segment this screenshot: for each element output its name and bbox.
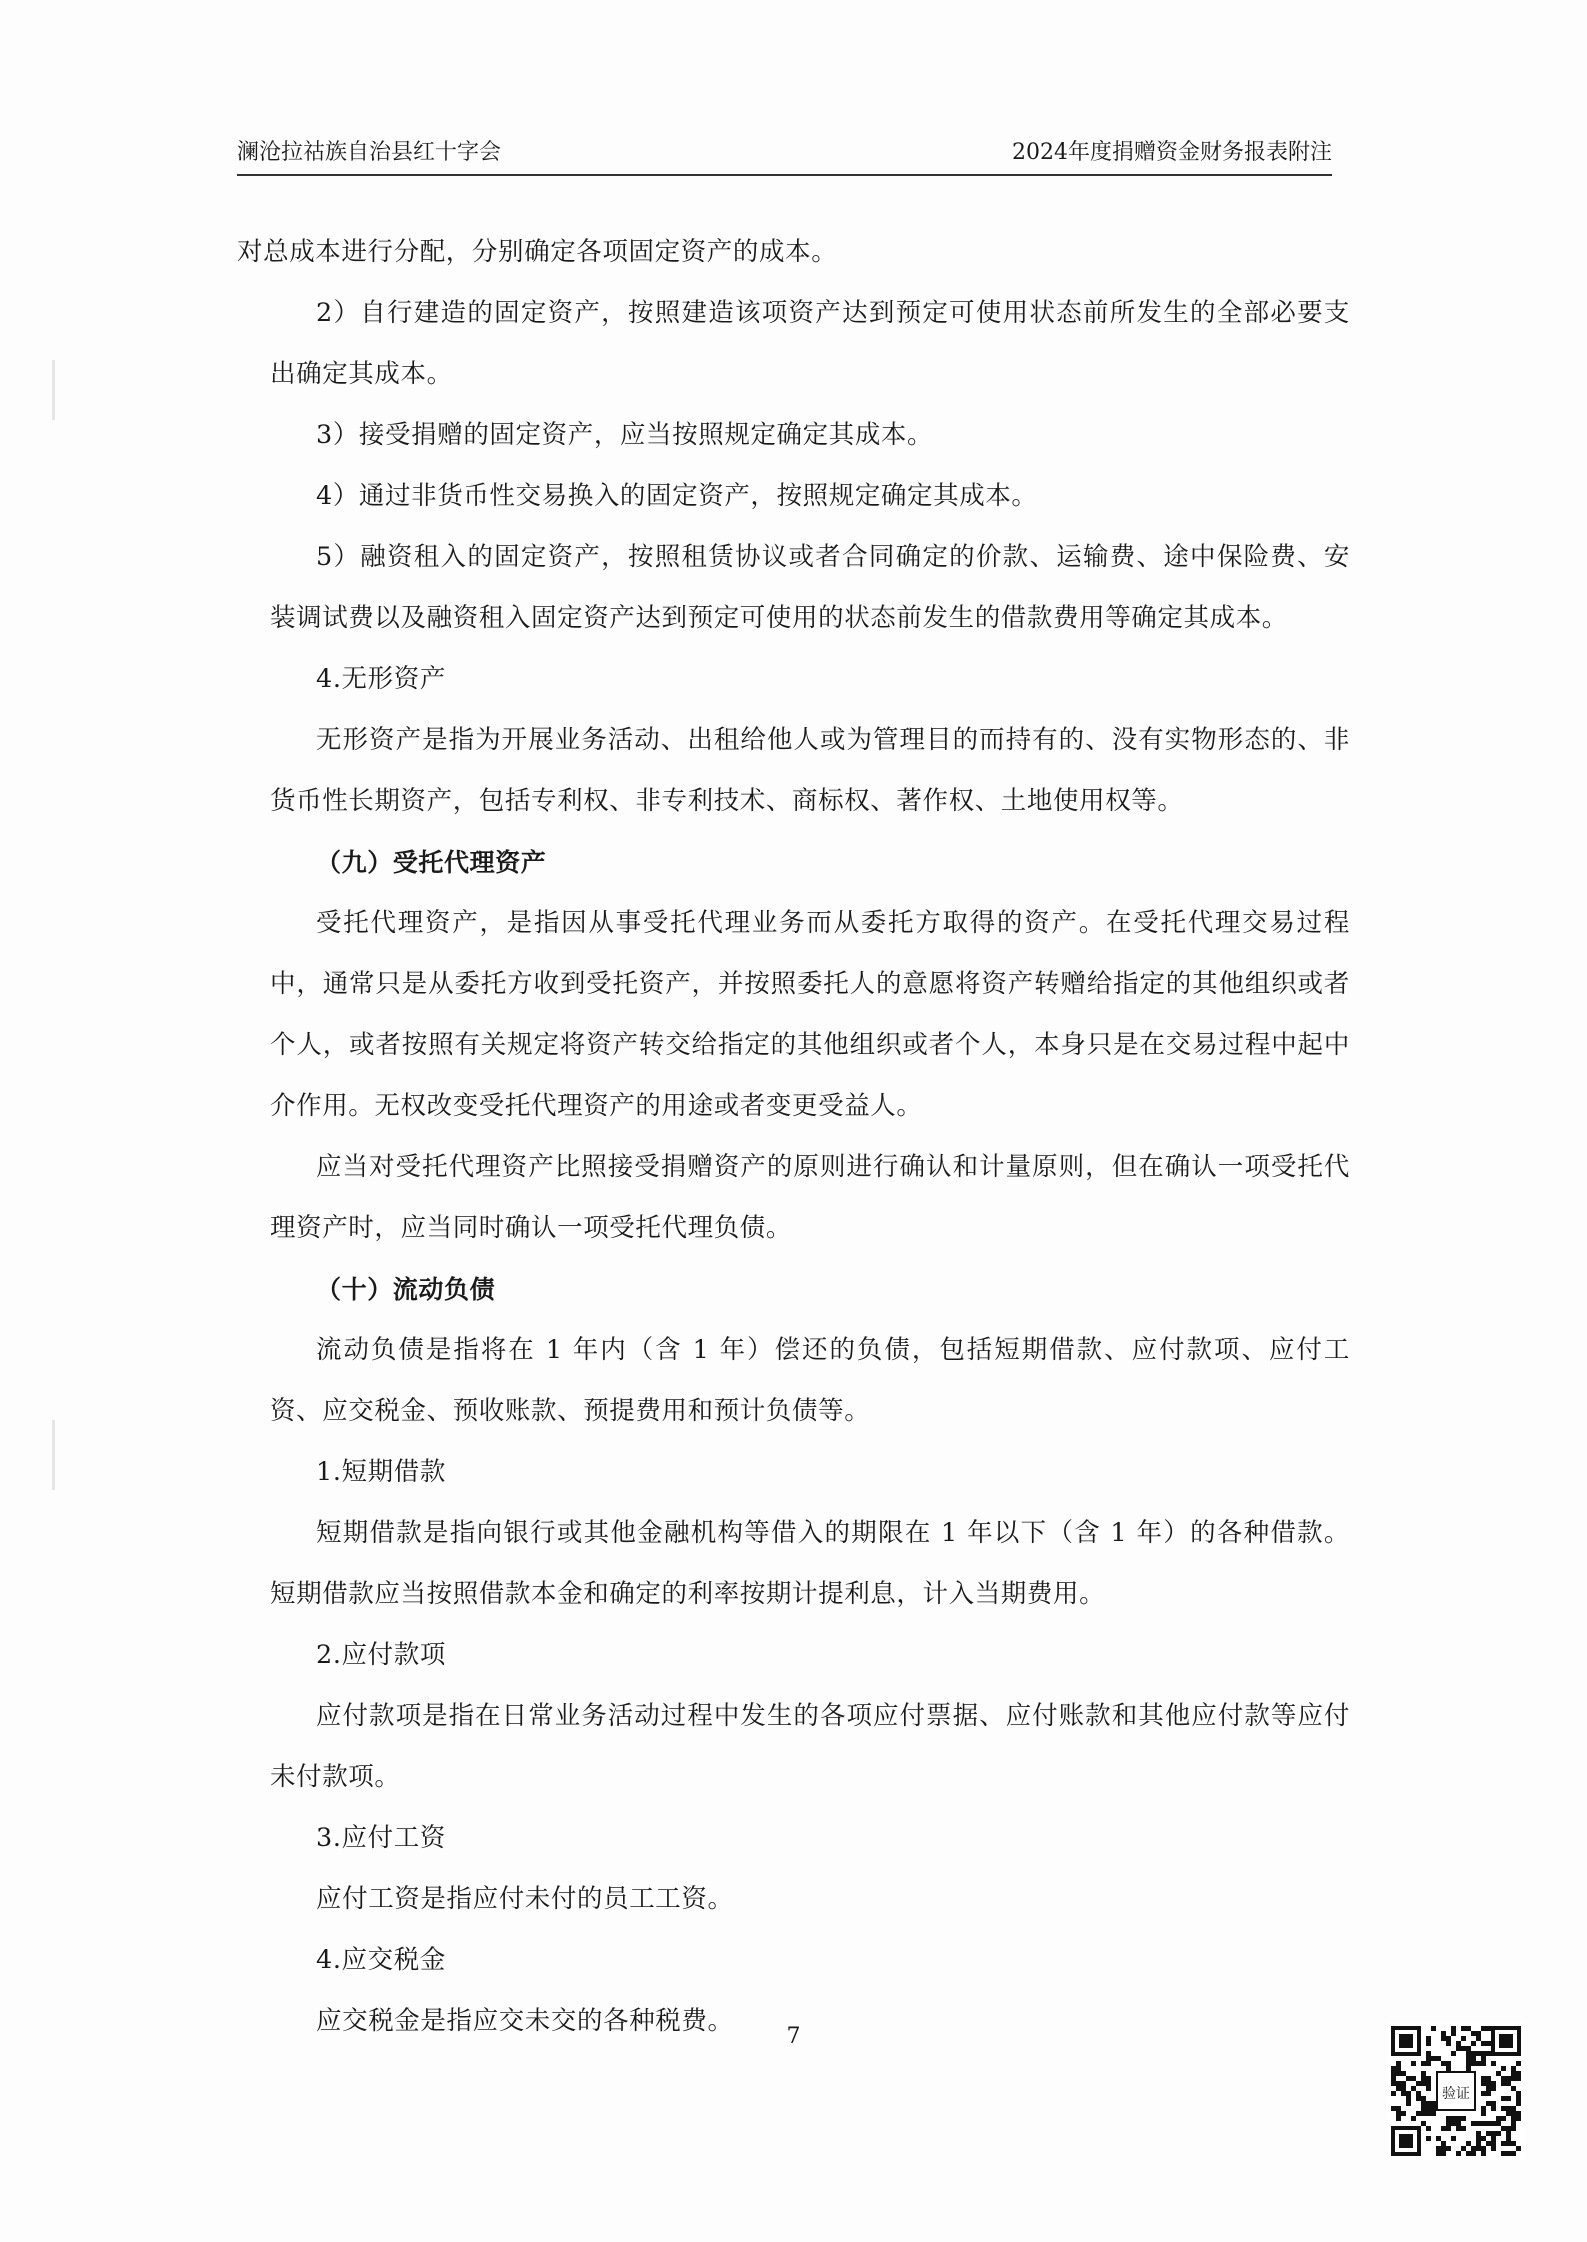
subsection-title: 1.短期借款 [316,1457,446,1487]
qr-module [1496,2071,1501,2076]
qr-module [1496,2121,1501,2126]
scan-artifact [52,1420,55,1490]
running-header [237,132,1332,176]
qr-module [1451,2136,1456,2141]
qr-module [1451,2121,1456,2126]
qr-module [1466,2141,1471,2146]
qr-module [1441,2146,1446,2151]
qr-module [1516,2101,1521,2106]
qr-module [1506,2111,1511,2116]
qr-module [1471,2151,1476,2156]
qr-module [1391,2091,1396,2096]
qr-module [1491,2061,1496,2066]
scan-artifact [52,360,55,420]
qr-module [1401,2086,1406,2091]
qr-module [1511,2141,1516,2146]
qr-module [1426,2041,1431,2046]
qr-module [1396,2081,1401,2086]
qr-module [1421,2071,1426,2076]
paragraph: 应付工资是指应付未付的员工工资。 [316,1884,734,1914]
qr-module [1516,2091,1521,2096]
qr-module [1421,2101,1426,2106]
qr-module [1481,2026,1486,2031]
list-item: 4）通过非货币性交易换入的固定资产，按照规定确定其成本。 [316,481,1038,511]
qr-module [1501,2066,1506,2071]
qr-module [1511,2076,1516,2081]
qr-module [1511,2066,1516,2071]
qr-module [1436,2056,1441,2061]
qr-module [1516,2061,1521,2066]
qr-module [1431,2026,1436,2031]
qr-module [1421,2061,1426,2066]
qr-module [1481,2136,1486,2141]
qr-module [1431,2106,1436,2111]
list-item: 3）接受捐赠的固定资产，应当按照规定确定其成本。 [316,420,934,450]
paragraph: 应交税金是指应交未交的各种税费。 [316,2006,734,2036]
header-report-title: 2024年度捐赠资金财务报表附注 [1012,140,1332,165]
qr-module [1451,2026,1456,2031]
qr-module [1491,2106,1496,2111]
qr-module [1491,2101,1496,2106]
qr-module [1431,2101,1436,2106]
paragraph: 无形资产是指为开展业务活动、出租给他人或为管理目的而持有的、没有实物形态的、非货币性长期资产，包括专利权、非专利技术、商标权、著作权、土地使用权等。 [270,725,1350,816]
qr-module [1411,2076,1416,2081]
qr-module [1511,2106,1516,2111]
qr-module [1421,2111,1426,2116]
qr-module [1396,2116,1401,2121]
qr-module [1496,2116,1501,2121]
qr-module [1501,2106,1506,2111]
qr-module [1511,2151,1516,2156]
qr-module [1411,2116,1416,2121]
qr-module [1506,2096,1511,2101]
qr-module [1391,2081,1396,2086]
qr-module [1426,2051,1431,2056]
qr-module [1461,2026,1466,2031]
qr-module [1476,2031,1481,2036]
header-organization: 澜沧拉祜族自治县红十字会 [237,140,502,165]
qr-module [1481,2121,1486,2126]
qr-module [1451,2051,1456,2056]
qr-module [1471,2041,1476,2046]
qr-module [1476,2136,1481,2141]
qr-module [1436,2146,1441,2151]
qr-module [1476,2146,1481,2151]
qr-module [1471,2146,1476,2151]
subsection-title: 2.应付款项 [316,1640,446,1670]
qr-module [1436,2136,1441,2141]
qr-module [1501,2141,1506,2146]
qr-module [1501,2096,1506,2101]
paragraph: 应当对受托代理资产比照接受捐赠资产的原则进行确认和计量原则，但在确认一项受托代理资产时，应当同时确认一项受托代理负债。 [270,1152,1350,1243]
qr-module [1456,2041,1461,2046]
qr-module [1511,2116,1516,2121]
qr-module [1486,2051,1491,2056]
qr-module [1426,2136,1431,2141]
qr-module [1486,2141,1491,2146]
qr-module [1486,2026,1491,2031]
qr-module [1461,2046,1466,2051]
qr-module [1416,2111,1421,2116]
list-item: 2）自行建造的固定资产，按照建造该项资产达到预定可使用状态前所发生的全部必要支出确定其成本。 [270,298,1350,389]
qr-module [1501,2151,1506,2156]
qr-module [1506,2141,1511,2146]
qr-module [1501,2076,1506,2081]
qr-module [1481,2111,1486,2116]
qr-module [1406,2101,1411,2106]
qr-module [1396,2086,1401,2091]
qr-module [1466,2151,1471,2156]
qr-module [1476,2036,1481,2041]
qr-module [1426,2036,1431,2041]
qr-module [1486,2041,1491,2046]
qr-module [1426,2076,1431,2081]
subsection-title: 4.应交税金 [316,1945,446,1975]
qr-module [1486,2086,1491,2091]
qr-module [1471,2051,1476,2056]
qr-module [1446,2036,1451,2041]
qr-module [1471,2056,1476,2061]
qr-module [1516,2071,1521,2076]
qr-module [1506,2136,1511,2141]
qr-code-icon [1387,2022,1525,2160]
qr-module [1426,2126,1431,2131]
body-text [237,222,1350,2052]
qr-module [1426,2111,1431,2116]
qr-module [1481,2091,1486,2096]
qr-module [1426,2081,1431,2086]
qr-module [1426,2086,1431,2091]
qr-module [1441,2061,1446,2066]
qr-module [1401,2071,1406,2076]
qr-module [1441,2031,1446,2036]
qr-module [1496,2131,1501,2136]
qr-module [1421,2076,1426,2081]
qr-module [1486,2081,1491,2086]
qr-module [1501,2116,1506,2121]
qr-module [1451,2031,1456,2036]
paragraph: 流动负债是指将在 1 年内（含 1 年）偿还的负债，包括短期借款、应付款项、应付工资、应交税金、预收账款、预提费用和预计负债等。 [270,1335,1350,1426]
qr-module [1476,2051,1481,2056]
qr-module [1486,2076,1491,2081]
qr-module [1481,2081,1486,2086]
qr-module [1446,2116,1451,2121]
qr-module [1436,2151,1441,2156]
qr-module [1396,2061,1401,2066]
qr-module [1421,2106,1426,2111]
qr-module [1511,2086,1516,2091]
qr-module [1406,2096,1411,2101]
qr-module [1396,2071,1401,2076]
qr-module [1481,2051,1486,2056]
qr-module [1486,2121,1491,2126]
qr-module [1446,2066,1451,2071]
qr-module [1481,2041,1486,2046]
qr-module [1426,2106,1431,2111]
qr-module [1506,2076,1511,2081]
qr-module [1461,2036,1466,2041]
subsection-title: 3.应付工资 [316,1823,446,1853]
paragraph: 应付款项是指在日常业务活动过程中发生的各项应付票据、应付账款和其他应付款等应付未付款项。 [270,1701,1350,1792]
qr-module [1506,2081,1511,2086]
qr-module [1446,2121,1451,2126]
qr-module [1481,2076,1486,2081]
qr-module [1461,2146,1466,2151]
qr-module [1466,2026,1471,2031]
qr-module [1511,2121,1516,2126]
qr-module [1391,2071,1396,2076]
qr-module [1491,2121,1496,2126]
qr-module [1476,2131,1481,2136]
qr-module [1456,2116,1461,2121]
qr-module [1481,2056,1486,2061]
qr-module [1466,2056,1471,2061]
qr-module [1486,2131,1491,2136]
paragraph: 对总成本进行分配，分别确定各项固定资产的成本。 [237,237,838,267]
qr-module [1466,2061,1471,2066]
qr-module [1501,2126,1506,2131]
qr-module [1506,2126,1511,2131]
paragraph: 短期借款是指向银行或其他金融机构等借入的期限在 1 年以下（含 1 年）的各种借款。短期借款应当按照借款本金和确定的利率按期计提利息，计入当期费用。 [270,1518,1350,1609]
qr-module [1471,2031,1476,2036]
qr-module [1481,2146,1486,2151]
qr-module [1401,2111,1406,2116]
qr-module [1516,2116,1521,2121]
qr-module [1506,2106,1511,2111]
qr-module [1441,2126,1446,2131]
qr-module [1481,2106,1486,2111]
qr-module [1471,2121,1476,2126]
qr-module [1466,2066,1471,2071]
qr-module [1466,2046,1471,2051]
qr-module [1426,2056,1431,2061]
qr-module [1461,2126,1466,2131]
qr-module [1491,2146,1496,2151]
qr-module [1441,2151,1446,2156]
qr-module [1511,2111,1516,2116]
qr-module [1456,2126,1461,2131]
subsection-title: 4.无形资产 [316,664,446,694]
qr-module [1516,2111,1521,2116]
qr-module [1426,2061,1431,2066]
qr-module [1441,2141,1446,2146]
qr-module [1421,2121,1426,2126]
qr-module [1446,2126,1451,2131]
qr-module [1481,2061,1486,2066]
qr-module [1476,2141,1481,2146]
qr-module [1401,2081,1406,2086]
qr-module [1391,2106,1396,2111]
qr-module [1421,2081,1426,2086]
qr-module [1456,2121,1461,2126]
qr-module [1416,2081,1421,2086]
page-number: 7 [786,2024,801,2049]
qr-module [1486,2101,1491,2106]
qr-module [1476,2061,1481,2066]
qr-module [1411,2061,1416,2066]
section-heading: （九）受托代理资产 [316,848,547,877]
qr-module [1411,2086,1416,2091]
section-heading: （十）流动负债 [316,1275,496,1304]
qr-module [1511,2071,1516,2076]
list-item: 5）融资租入的固定资产，按照租赁协议或者合同确定的价款、运输费、途中保险费、安装调试费以及融资租入固定资产达到预定可使用的状态前发生的借款费用等确定其成本。 [270,542,1350,633]
qr-module [1486,2091,1491,2096]
qr-center-label: 验证 [1442,2086,1470,2102]
paragraph: 受托代理资产，是指因从事受托代理业务而从委托方取得的资产。在受托代理交易过程中，通常只是从委托方收到受托资产，并按照委托人的意愿将资产转赠给指定的其他组织或者个人，或者按照有关规定将资产转交给指定的其他组织或者个人，本身只是在交易过程中起中介作用。无权改变受托代理资产的用途或者变更受益人。 [270,908,1350,1121]
qr-module [1516,2096,1521,2101]
qr-module [1451,2116,1456,2121]
qr-module [1421,2096,1426,2101]
qr-module [1446,2146,1451,2151]
qr-module [1446,2061,1451,2066]
qr-module [1511,2126,1516,2131]
qr-module [1476,2121,1481,2126]
qr-module [1396,2066,1401,2071]
qr-module [1396,2111,1401,2116]
qr-module [1406,2091,1411,2096]
qr-module [1426,2101,1431,2106]
qr-module [1401,2091,1406,2096]
qr-module [1446,2041,1451,2046]
qr-module [1406,2076,1411,2081]
qr-module [1481,2151,1486,2156]
qr-module [1491,2081,1496,2086]
qr-module [1506,2131,1511,2136]
qr-module [1466,2051,1471,2056]
qr-module [1456,2151,1461,2156]
qr-module [1491,2086,1496,2091]
qr-module [1416,2096,1421,2101]
qr-module [1431,2056,1436,2061]
qr-module [1461,2116,1466,2121]
qr-module [1416,2091,1421,2096]
qr-module [1441,2036,1446,2041]
qr-module [1391,2066,1396,2071]
qr-module [1491,2141,1496,2146]
qr-module [1491,2136,1496,2141]
qr-module [1456,2046,1461,2051]
qr-module [1491,2131,1496,2136]
qr-module [1391,2076,1396,2081]
qr-module [1501,2081,1506,2086]
qr-module [1431,2111,1436,2116]
qr-module [1471,2061,1476,2066]
qr-module [1516,2146,1521,2151]
qr-module [1516,2076,1521,2081]
qr-module [1506,2151,1511,2156]
qr-module [1396,2106,1401,2111]
